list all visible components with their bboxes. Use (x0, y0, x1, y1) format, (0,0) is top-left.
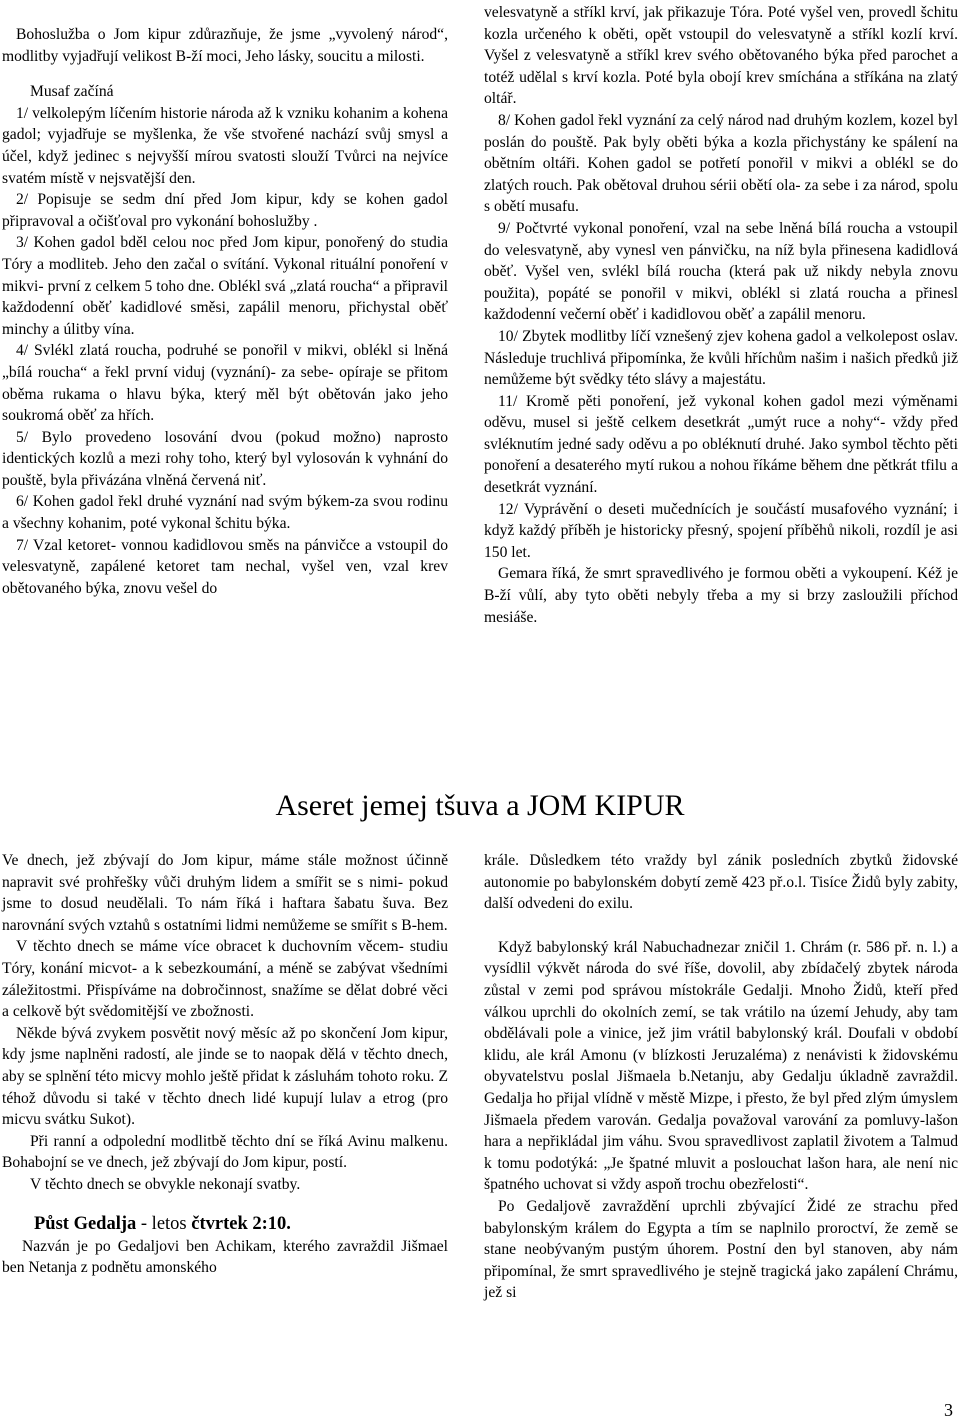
paragraph: 3/ Kohen gadol bděl celou noc před Jom kipur, ponořený do studia Tóry a modliteb. Jeho den začal o svítání. Vykonal rituální ponoření v mikvi- první z celkem 5 toho dne. Oblékl svá „zlatá roucha“ a připravil každodenní oběť kadidlové směsi, zapálil menoru, přichystal oběť minchy a úlitby vína. (2, 234, 448, 338)
paragraph: 5/ Bylo provedeno losování dvou (pokud možno) naprosto identických kozlů a mezi rohy toho, který byl vylosován k vyhnání do pouště, byla přivázána vlněná červená niť. (2, 428, 448, 489)
column-1 (2, 24, 448, 599)
subheading-connector: - letos (136, 1213, 192, 1234)
column-3 (2, 850, 448, 1279)
paragraph: velesvatyně a stříkl krví, jak přikazuje Tóra. Poté vyšel ven, provedl šchitu kozla určeného k oběti, opět vstoupil do velesvatyně a stříkl kozlí krví. Vyšel z velesvatyně a stříkl krev svého obětovaného býka před parochet a totéž udělal s krví kozla. Poté byla obojí krev smíchána a stříkána na zlatý oltář. (484, 4, 958, 108)
paragraph: 11/ Kromě pěti ponoření, jež vykonal kohen gadol mezi výměnami oděvu, musel si ještě celkem desetkrát „umýt ruce a nohy“- vždy před svléknutím jedné sady oděvu a po obléknutí druhé. Jako symbol těchto pěti ponoření a desaterého mytí rukou a nohou říkáme během dne pětkrát tfilu a desetkrát vyznání. (484, 392, 958, 497)
paragraph: 9/ Počtvrté vykonal ponoření, vzal na sebe lněná bílá roucha a vstoupil do velesvatyně, aby vynesl ven pánvičku, na níž byla přinesena kadidlová oběť. Vyšel ven, svlékl bílá roucha (která pak už nikdy nebyla znovu použita), popáté se ponořil v mikvi, oblékl si zlatá roucha a přinesl každodenní večerní oběť i kadidlovou oběť a zapálil menoru. (484, 219, 958, 324)
paragraph: Po Gedaljově zavraždění uprchli zbývající Židé ze strachu před babylonským králem do Egypta a tím se naplnilo proroctví, že země se stane neobývaným pustým úhorem. Postní den byl stanoven, aby nám připomínal, že smrt spravedlivého je stejně tragická jako zapálení Chrámu, jež si (484, 1197, 958, 1302)
paragraph: Musaf začíná (30, 83, 114, 101)
subheading-title: Půst Gedalja (34, 1213, 137, 1234)
paragraph: Bohoslužba o Jom kipur zdůrazňuje, že jsme „vyvolený národ“, modlitby vyjadřují velikost B-ží moci, Jeho lásky, soucitu a milosti. (2, 26, 448, 65)
paragraph: 4/ Svlékl zlatá roucha, podruhé se ponořil v mikvi, oblékl si lněná „bílá roucha“ a řekl první viduj (vyznání)- za sebe- opíraje se přitom oběma rukama o hlavu býka, který měl být obětován jako jeho soukromá oběť za hřích. (2, 342, 448, 425)
paragraph: Ve dnech, jež zbývají do Jom kipur, máme stále možnost účinně napravit své prohřešky vůči druhým lidem a smířit se s nimi- pokud jsme to dosud neudělali. To nám říká i haftara šabatu šuva. Bez narovnání svých vztahů s ostatními lidmi nemůžeme se smířit s B-hem. (2, 852, 448, 934)
paragraph: 10/ Zbytek modlitby líčí vznešený zjev kohena gadol a velkolepost oslav. Následuje truchlivá připomínka, že kvůli hříchům našim i našich předků již nemůžeme být svědky této slávy a majestátu. (484, 327, 958, 389)
subheading-date: 2:10. (247, 1213, 291, 1234)
column-4 (484, 850, 958, 1304)
subheading-day: čtvrtek (191, 1213, 248, 1234)
column-2 (484, 2, 958, 628)
paragraph: Gemara říká, že smrt spravedlivého je formou oběti a vykoupení. Kéž je B-ží vůlí, aby tyto oběti nebyly třeba a my si brzy zasloužili příchod mesiáše. (484, 565, 958, 626)
paragraph: 12/ Vyprávění o deseti mučednících je součástí musafového vyznání; i když každý příběh je historicky přesný, spojení příběhů nikoli, rozdíl je asi 150 let. (484, 500, 958, 561)
subheading (2, 1212, 448, 1236)
paragraph: 8/ Kohen gadol řekl vyznání za celý národ nad druhým kozlem, kozel byl poslán do pouště. Pak byly oběti býka a kozla přichystány ke spálení na obětním oltáři. Kohen gadol se potřetí ponořil v mikvi a oblékl se do zlatých rouch. Pak obětoval druhou sérii obětí ola- za sebe i za národ, spolu s obětí musafu. (484, 111, 958, 216)
paragraph: Při ranní a odpolední modlitbě těchto dní se říká Avinu malkenu. Bohabojní se ve dnech, jež zbývají do Jom kipur, postí. (2, 1132, 448, 1172)
paragraph: 6/ Kohen gadol řekl druhé vyznání nad svým býkem-za svou rodinu a všechny kohanim, poté vykonal šchitu býka. (2, 493, 448, 533)
paragraph: 2/ Popisuje se sedm dní před Jom kipur, kdy se kohen gadol připravoval a očišťoval pro vykonání bohoslužby . (2, 191, 448, 230)
page-number: 3 (944, 1400, 953, 1420)
paragraph: Někde bývá zvykem posvětit nový měsíc až po skončení Jom kipur, kdy jsme naplněni radostí, ale jinde se to naopak dělá v těchto dnech, aby se splnění této micvy mohlo ještě přidat k zásluhám tohoto roku. Z téhož důvodu si také v těchto dnech lidé kupují lulav a etrog (pro micvu svátku Sukot). (2, 1024, 448, 1129)
paragraph: Když babylonský král Nabuchadnezar zničil 1. Chrám (r. 586 př. n. l.) a vysídlil výkvět národa do své říše, dovolil, aby zbídačelý zbytek národa zůstal v zemi pod správou místokrále Gedalji. Mnoho Židů, kteří před válkou uprchli do okolních zemí, se tak vrátilo na území Jehudy, aby tam obdělávali pole a vinice, jež jim vrátil babylonský král. Doufali v období klidu, ale král Amonu (v blízkosti Jeruzaléma) z nenávisti k židovskému obyvatelstvu poslal Jišmaela b.Netanju, aby Gedalju úkladně zavraždil. Gedalja ho přijal vlídně v městě Mizpe, i přesto, že byl před zlým úmyslem Jišmaela předem varován. Gedalja považoval varování za pomluvy-lašon hara a nepřikládal jim váhu. Svou spravedlivost zaplatil životem a Talmud k tomu podotýká: „Je špatné mluvit a poslouchat lašon hara, ale není nic špatného uchovat si vždy aspoň trochu obezřelosti“. (484, 938, 958, 1194)
paragraph: 7/ Vzal ketoret- vonnou kadidlovou směs na pánvičce a vstoupil do velesvatyně, zapálené ketoret tam nechal, vyšel ven, vzal krev obětovaného býka, znovu vešel do (2, 536, 448, 597)
paragraph: krále. Důsledkem této vraždy byl zánik posledních zbytků židovské autonomie po babylonském dobytí země 423 př.o.l. Tisíce Židů byly zabity, další odvedeni do exilu. (484, 852, 958, 913)
spacer (2, 67, 448, 81)
section-heading: Aseret jemej tšuva a JOM KIPUR (275, 789, 685, 822)
paragraph: V těchto dnech se máme více obracet k duchovním věcem- studiu Tóry, konání micvot- a k sebezkoumání, a méně se zabývat všedními záležitostmi. Přispíváme na dobročinnost, snažíme se dělat dobré věci a celkově být svědomitější ve zbožnosti. (2, 938, 448, 1021)
spacer (484, 915, 958, 937)
paragraph: V těchto dnech se obvykle nekonají svatby. (30, 1175, 301, 1193)
paragraph: Nazván je po Gedaljovi ben Achikam, kterého zavraždil Jišmael ben Netanja z podnětu amonského (2, 1237, 448, 1277)
paragraph: 1/ velkolepým líčením historie národa až k vzniku kohanim a kohena gadol; vyjadřuje se myšlenka, že vše stvořené nachází svůj smysl a účel, když jedinec s nejvyšší mírou svatosti slouží Tvůrci na nejvíce svatém místě v nejsvatější den. (2, 104, 448, 187)
